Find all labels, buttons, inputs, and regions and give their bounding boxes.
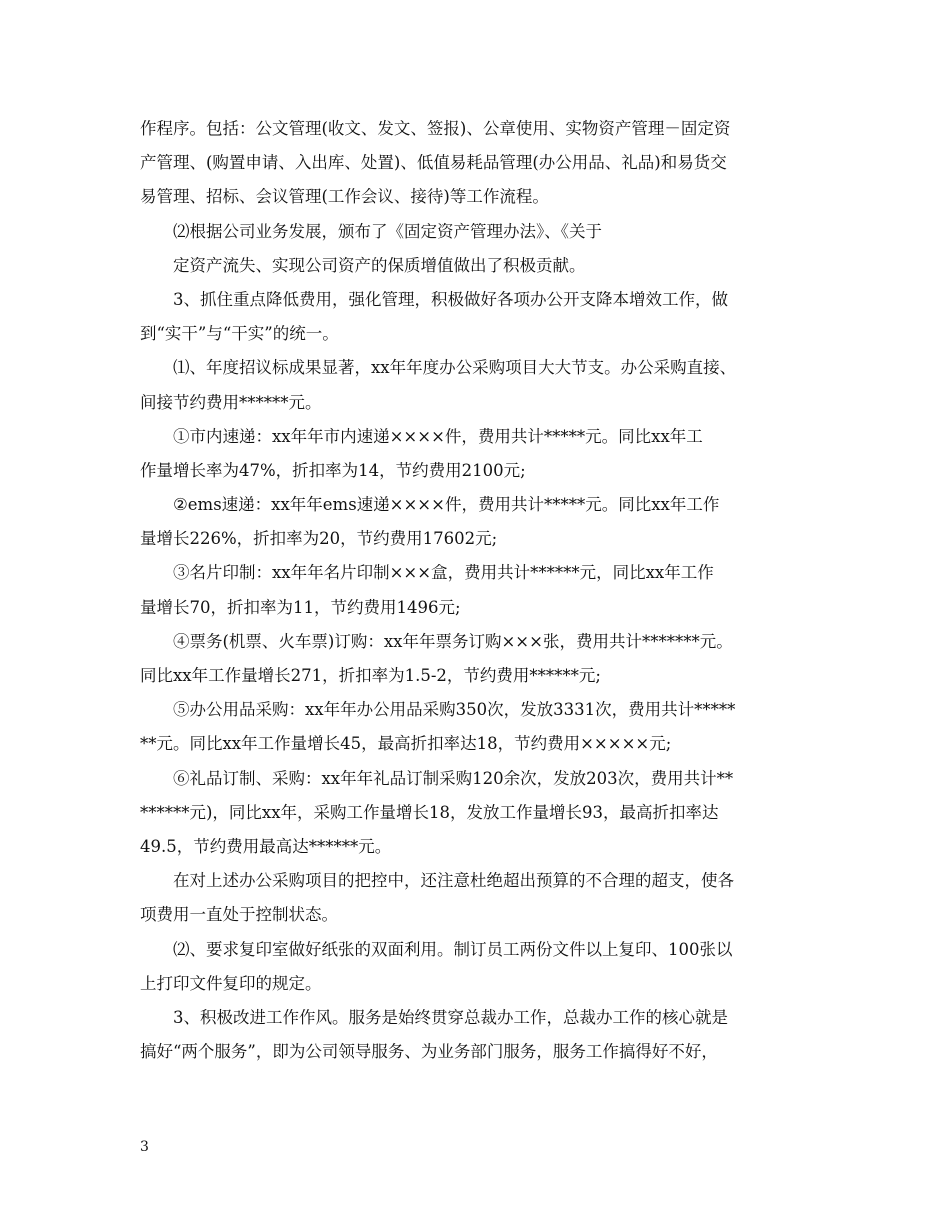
text-line: 搞好“两个服务”，即为公司领导服务、为业务部门服务，服务工作搞得好不好， [140,1042,718,1062]
text-line: ⑤办公用品采购：xx年年办公用品采购350次，发放3331次，费用共计***** [173,700,736,720]
text-line: 易管理、招标、会议管理(工作会议、接待)等工作流程。 [140,187,549,207]
text-line: 同比xx年工作量增长271，折扣率为1.5-2，节约费用******元; [140,666,601,685]
text-line: ******元)，同比xx年，采购工作量增长18，发放工作量增长93，最高折扣率达 [140,802,719,822]
text-line: ③名片印制：xx年年名片印制×××盒，费用共计******元，同比xx年工作 [173,563,714,583]
text-line: ⑥礼品订制、采购：xx年年礼品订制采购120余次，发放203次，费用共计** [173,768,734,788]
text-line: ④票务(机票、火车票)订购：xx年年票务订购×××张，费用共计*******元。 [173,631,733,651]
page-number: 3 [140,1139,149,1155]
text-line: **元。同比xx年工作量增长45，最高折扣率达18，节约费用×××××元; [140,734,672,754]
text-line: 3、积极改进工作作风。服务是始终贯穿总裁办工作，总裁办工作的核心就是 [173,1007,728,1027]
text-line: 到“实干”与“干实”的统一。 [140,324,339,344]
text-line: 3、抓住重点降低费用，强化管理，积极做好各项办公开支降本增效工作，做 [173,289,728,309]
text-line: ⑴、年度招议标成果显著，xx年年度办公采购项目大大节支。办公采购直接、 [173,358,737,378]
text-line: 量增长226%，折扣率为20，节约费用17602元; [140,529,498,549]
text-line: 作量增长率为47%，折扣率为14，节约费用2100元; [140,460,526,480]
text-line: ①市内速递：xx年年市内速递××××件，费用共计*****元。同比xx年工 [173,426,703,446]
text-line: ②ems速递：xx年年ems速递××××件，费用共计*****元。同比xx年工作 [173,495,720,515]
text-line: 49.5，节约费用最高达******元。 [140,836,392,856]
text-line: 量增长70，折扣率为11，节约费用1496元; [140,597,461,617]
text-line: 上打印文件复印的规定。 [140,973,322,993]
text-line: 产管理、(购置申请、入出库、处置)、低值易耗品管理(办公用品、礼品)和易货交 [140,153,727,173]
text-line: 间接节约费用******元。 [140,392,322,412]
text-line: 作程序。包括：公文管理(收文、发文、签报)、公章使用、实物资产管理－固定资 [140,119,731,138]
text-line: 定资产流失、实现公司资产的保质增值做出了积极贡献。 [173,255,586,275]
document-body [140,112,820,1069]
text-line: 在对上述办公采购项目的把控中，还注意杜绝超出预算的不合理的超支，使各 [173,871,734,891]
text-line: 项费用一直处于控制状态。 [140,905,338,925]
text-line: ⑵根据公司业务发展，颁布了《固定资产管理办法》、《关于 [173,221,602,241]
text-line: ⑵、要求复印室做好纸张的双面利用。制订员工两份文件以上复印、100张以 [173,939,733,959]
